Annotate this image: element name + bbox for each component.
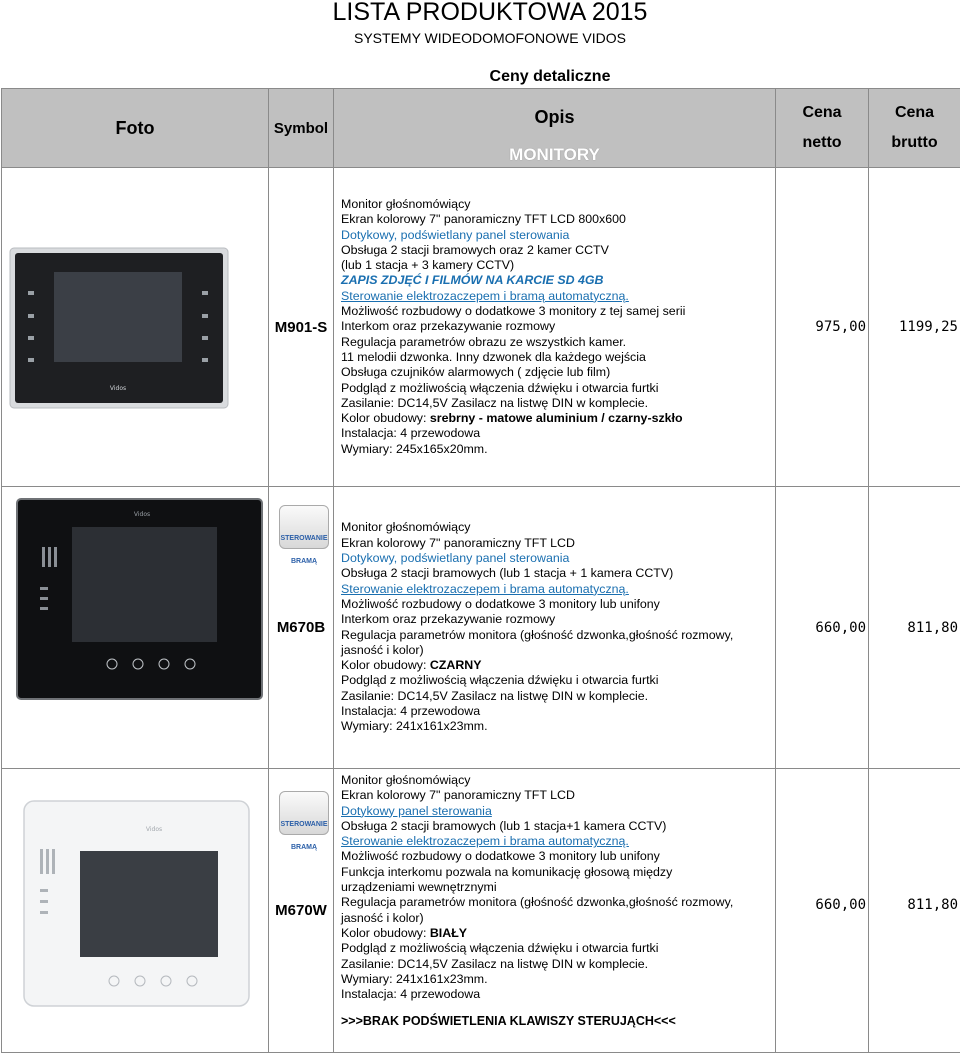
- table-header-row: [2, 89, 960, 168]
- header-cena-netto: Cena netto: [776, 89, 869, 168]
- monitor-m670b-image: [2, 487, 269, 768]
- table-row: [2, 487, 960, 769]
- price-brutto: 1199,25: [869, 168, 960, 487]
- product-photo-m901s: [2, 168, 269, 487]
- brand-logo: Vidos: [110, 385, 126, 392]
- product-symbol-cell: [269, 769, 334, 1053]
- brand-logo: Vidos: [134, 511, 150, 518]
- section-monitory: MONITORY: [334, 145, 775, 165]
- gate-control-badge-icon: STEROWANIE BRAMĄ: [279, 505, 329, 549]
- header-opis-label: Opis: [334, 107, 775, 128]
- product-symbol: M670W: [275, 902, 327, 919]
- header-opis: [334, 89, 776, 168]
- price-brutto: 811,80: [869, 487, 960, 769]
- monitor-m901s-image: [2, 168, 269, 486]
- product-description: Monitor głośnomówiący Ekran kolorowy 7" panoramiczny TFT LCD Dotykowy panel sterowania Obsługa 2 stacji bramowych (lub 1 stacja+1 kamera CCTV) Sterowanie elektrozaczepem i brama automatyczną. Możliwość rozbudowy o dodatkowe 3 monitory lub unifony Funkcja interkomu pozwala na komunikację głosową między urządzeniami wewnętrznymi Regulacja parametrów monitora (głośność dzwonka,głośność rozmowy, jasność i kolor) Kolor obudowy: BIAŁY Podgląd z możliwością włączenia dźwięku i otwarcia furtki Zasilanie: DC14,5V Zasilacz na listwę DIN w komplecie. Wymiary: 241x161x23mm. Instalacja: 4 przewodowa: [334, 769, 776, 1053]
- header-foto: Foto: [2, 89, 269, 168]
- header-cena-brutto: Cena brutto: [869, 89, 960, 168]
- product-description: Monitor głośnomówiący Ekran kolorowy 7" panoramiczny TFT LCD Dotykowy, podświetlany panel sterowania Obsługa 2 stacji bramowych (lub 1 stacja + 1 kamera CCTV) Sterowanie elektrozaczepem i brama automatyczną. Możliwość rozbudowy o dodatkowe 3 monitory lub unifony Interkom oraz przekazywanie rozmowy Regulacja parametrów monitora (głośność dzwonka,głośność rozmowy, jasność i kolor) Kolor obudowy: CZARNY Podgląd z możliwością włączenia dźwięku i otwarcia furtki Zasilanie: DC14,5V Zasilacz na listwę DIN w komplecie. Instalacja: 4 przewodowa Wymiary: 241x161x23mm.: [334, 487, 776, 769]
- header-symbol: Symbol: [269, 89, 334, 168]
- table-row: [2, 168, 960, 487]
- gate-control-badge-icon: STEROWANIE BRAMĄ: [279, 791, 329, 835]
- product-symbol: M670B: [277, 619, 325, 636]
- table-row: [2, 769, 960, 1053]
- page-subtitle: SYSTEMY WIDEODOMOFONOWE VIDOS: [0, 30, 960, 46]
- brand-logo: Vidos: [146, 826, 162, 833]
- product-symbol-cell: [269, 487, 334, 769]
- price-netto: 975,00: [776, 168, 869, 487]
- backlight-note: >>>BRAK PODŚWIETLENIA KLAWISZY STERUJĄCH<<<: [341, 1014, 676, 1028]
- price-netto: 660,00: [776, 487, 869, 769]
- price-brutto: 811,80: [869, 769, 960, 1053]
- monitor-m670w-image: [2, 769, 269, 1052]
- product-symbol: M901-S: [269, 168, 334, 487]
- page-title: LISTA PRODUKTOWA 2015: [0, 0, 960, 25]
- product-table: [1, 88, 960, 1053]
- price-netto: 660,00: [776, 769, 869, 1053]
- product-photo-m670b: [2, 487, 269, 769]
- product-description: Monitor głośnomówiący Ekran kolorowy 7" panoramiczny TFT LCD 800x600 Dotykowy, podświetlany panel sterowania Obsługa 2 stacji bramowych oraz 2 kamer CCTV (lub 1 stacja + 3 kamery CCTV) ZAPIS ZDJĘĆ I FILMÓW NA KARCIE SD 4GB Sterowanie elektrozaczepem i bramą automatyczną. Możliwość rozbudowy o dodatkowe 3 monitory z tej samej serii Interkom oraz przekazywanie rozmowy Regulacja parametrów obrazu ze wszystkich kamer. 11 melodii dzwonka. Inny dzwonek dla każdego wejścia Obsługa czujników alarmowych ( zdjęcie lub film) Podgląd z możliwością włączenia dźwięku i otwarcia furtki Zasilanie: DC14,5V Zasilacz na listwę DIN w komplecie. Kolor obudowy: srebrny - matowe aluminium / czarny-szkło Instalacja: 4 przewodowa Wymiary: 245x165x20mm.: [334, 168, 776, 487]
- product-photo-m670w: [2, 769, 269, 1053]
- price-type-label: Ceny detaliczne: [0, 68, 960, 86]
